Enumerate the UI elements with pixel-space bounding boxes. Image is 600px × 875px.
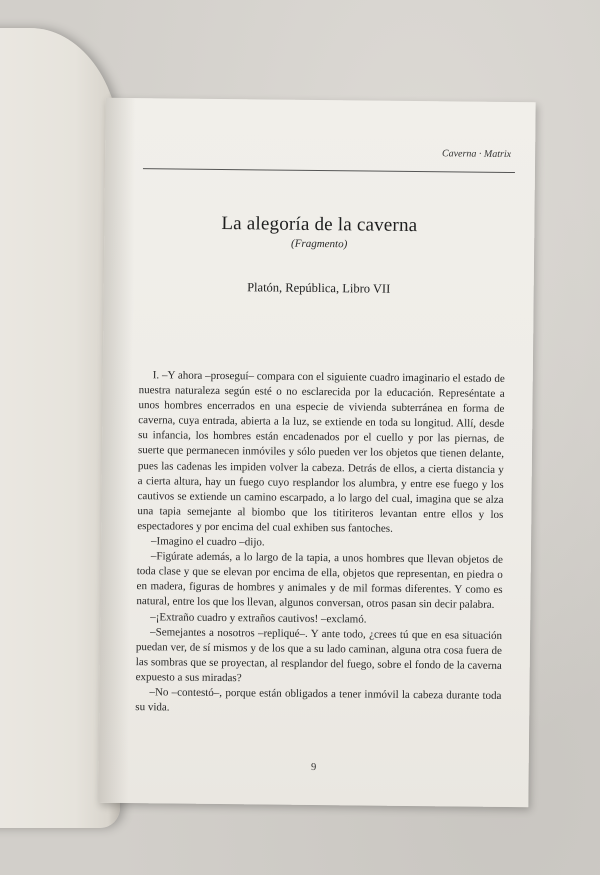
paragraph: –No –contestó–, porque están obligados a tener inmóvil la cabeza durante toda su vida.	[135, 686, 502, 714]
paragraph: –Semejantes a nosotros –repliqué–. Y ante todo, ¿crees tú que en esa situación puedan ver, de sí mismos y de los que a su lado caminan, alguna otra cosa fuera de las sombras que se proyectan, al resplandor del fuego, sobre el fondo de la caverna expuesto a sus miradas?	[135, 625, 503, 685]
book-page	[98, 98, 535, 807]
paragraph: –Figúrate además, a lo largo de la tapia, a unos hombres que llevan objetos de toda clase y que se elevan por encima de ella, objetos que representan, en piedra o en madera, figuras de hombres y animales y de mil formas diferentes. Y como es natural, entre los que los llevan, algunos conversan, otros pasan sin decir palabra.	[136, 550, 503, 612]
page-number: 9	[311, 761, 317, 774]
paragraph: –¡Extraño cuadro y extraños cautivos! –exclamó.	[150, 610, 367, 626]
source-citation: Platón, República, Libro VII	[247, 280, 391, 296]
header-rule	[143, 168, 515, 173]
gutter-shadow	[98, 98, 135, 803]
chapter-subtitle: (Fragmento)	[291, 237, 348, 251]
chapter-title: La alegoría de la caverna	[221, 212, 418, 237]
paragraph: –Imagino el cuadro –dijo.	[150, 535, 265, 549]
paragraph: I. –Y ahora –proseguí– compara con el siguiente cuadro imaginario el estado de nuestra naturaleza según esté o no esclarecida por la educación. Represéntate a unos hombres encerrados en una especie de vivienda subterránea en forma de caverna, cuya entrada, abierta a la luz, se extiende en toda su longitud. Allí, desde su infancia, los hombres están encadenados por el cuello y por las piernas, de suerte que permanecen inmóviles y sólo pueden ver los objetos que tienen delante, pues las cadenas les impiden volver la cabeza. Detrás de ellos, a cierta distancia y a cierta altura, hay un fuego cuyo resplandor los alumbra, y entre ese fuego y los cautivos se extiende un camino escarpado, a lo largo del cual, imagina que se alza una tapia semejante al biombo que los titiriteros levantan entre ellos y los espectadores y por encima del cual exhiben sus fantoches.	[137, 369, 505, 535]
body-text	[135, 368, 505, 719]
running-header: Caverna · Matrix	[441, 148, 512, 161]
